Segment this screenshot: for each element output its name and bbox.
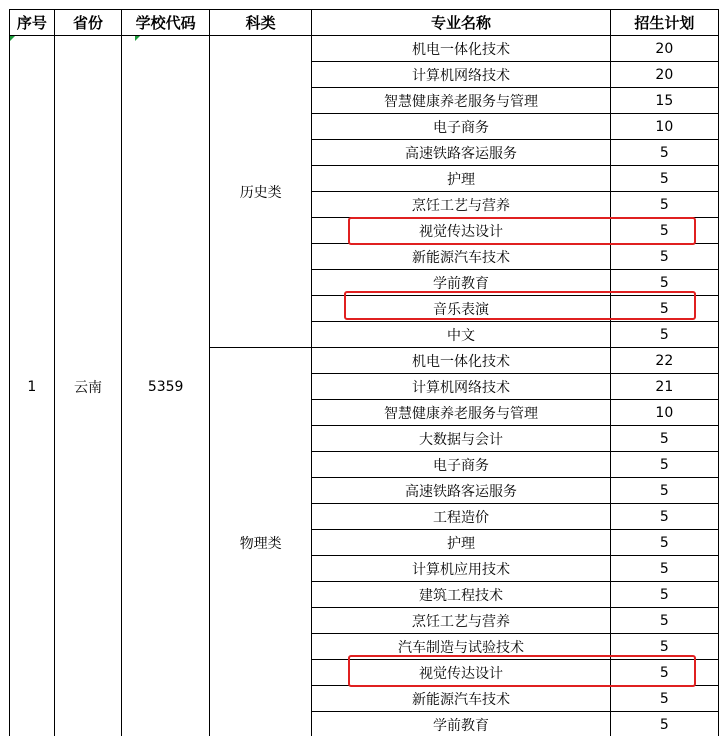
major-name-cell: 电子商务 — [312, 452, 610, 478]
enrollment-plan-cell: 15 — [610, 88, 718, 114]
highlight-box — [348, 217, 696, 245]
enrollment-plan-cell: 5 — [610, 166, 718, 192]
enrollment-plan-cell: 10 — [610, 400, 718, 426]
enrollment-plan-cell: 5 — [610, 556, 718, 582]
highlight-box — [344, 291, 696, 320]
enrollment-plan-cell: 21 — [610, 374, 718, 400]
major-name-cell: 汽车制造与试验技术 — [312, 634, 610, 660]
major-name-cell: 烹饪工艺与营养 — [312, 608, 610, 634]
header-seq: 序号 — [10, 10, 55, 36]
enrollment-plan-cell: 10 — [610, 114, 718, 140]
major-name-cell: 高速铁路客运服务 — [312, 140, 610, 166]
enrollment-plan-cell: 5 — [610, 452, 718, 478]
category-cell: 物理类 — [209, 348, 311, 738]
major-name-cell: 新能源汽车技术 — [312, 244, 610, 270]
enrollment-plan-cell: 5 — [610, 504, 718, 530]
enrollment-plan-cell: 5 — [610, 712, 718, 738]
enrollment-plan-cell: 20 — [610, 36, 718, 62]
header-province: 省份 — [54, 10, 122, 36]
major-name-cell: 计算机网络技术 — [312, 62, 610, 88]
header-enrollment-plan: 招生计划 — [610, 10, 718, 36]
province-cell: 云南 — [54, 36, 122, 738]
enrollment-plan-cell: 5 — [610, 608, 718, 634]
major-name-cell: 学前教育 — [312, 270, 610, 296]
major-name-cell: 音乐表演 — [312, 296, 610, 322]
enrollment-plan-cell: 20 — [610, 62, 718, 88]
header-major-name: 专业名称 — [312, 10, 610, 36]
admission-plan-table — [9, 9, 719, 738]
major-name-cell: 视觉传达设计 — [312, 660, 610, 686]
enrollment-plan-cell: 5 — [610, 660, 718, 686]
enrollment-plan-cell: 5 — [610, 686, 718, 712]
enrollment-plan-cell: 22 — [610, 348, 718, 374]
major-name-cell: 护理 — [312, 166, 610, 192]
header-school-code: 学校代码 — [122, 10, 210, 36]
major-name-cell: 电子商务 — [312, 114, 610, 140]
major-name-cell: 烹饪工艺与营养 — [312, 192, 610, 218]
major-name-cell: 新能源汽车技术 — [312, 686, 610, 712]
enrollment-plan-cell: 5 — [610, 192, 718, 218]
school-code-cell: 5359 — [122, 36, 210, 738]
major-name-cell: 机电一体化技术 — [312, 348, 610, 374]
major-name-cell: 大数据与会计 — [312, 426, 610, 452]
major-name-cell: 中文 — [312, 322, 610, 348]
enrollment-plan-cell: 5 — [610, 582, 718, 608]
enrollment-plan-cell: 5 — [610, 426, 718, 452]
header-row — [10, 10, 719, 36]
table-row — [10, 36, 719, 62]
cell-marker — [10, 36, 15, 41]
enrollment-plan-cell: 5 — [610, 218, 718, 244]
major-name-cell: 计算机网络技术 — [312, 374, 610, 400]
major-name-cell: 高速铁路客运服务 — [312, 478, 610, 504]
major-name-cell: 智慧健康养老服务与管理 — [312, 400, 610, 426]
major-name-cell: 护理 — [312, 530, 610, 556]
major-name-cell: 建筑工程技术 — [312, 582, 610, 608]
cell-marker — [135, 36, 140, 41]
major-name-cell: 智慧健康养老服务与管理 — [312, 88, 610, 114]
enrollment-plan-cell: 5 — [610, 322, 718, 348]
major-name-cell: 计算机应用技术 — [312, 556, 610, 582]
major-name-cell: 工程造价 — [312, 504, 610, 530]
enrollment-plan-cell: 5 — [610, 634, 718, 660]
enrollment-plan-cell: 5 — [610, 530, 718, 556]
header-category: 科类 — [209, 10, 311, 36]
crop-edge — [0, 736, 719, 741]
major-name-cell: 学前教育 — [312, 712, 610, 738]
enrollment-plan-cell: 5 — [610, 140, 718, 166]
major-name-cell: 视觉传达设计 — [312, 218, 610, 244]
enrollment-plan-cell: 5 — [610, 244, 718, 270]
highlight-box — [348, 655, 696, 687]
enrollment-plan-cell: 5 — [610, 296, 718, 322]
seq-cell: 1 — [10, 36, 55, 738]
enrollment-plan-cell: 5 — [610, 270, 718, 296]
category-cell: 历史类 — [209, 36, 311, 348]
major-name-cell: 机电一体化技术 — [312, 36, 610, 62]
enrollment-plan-cell: 5 — [610, 478, 718, 504]
